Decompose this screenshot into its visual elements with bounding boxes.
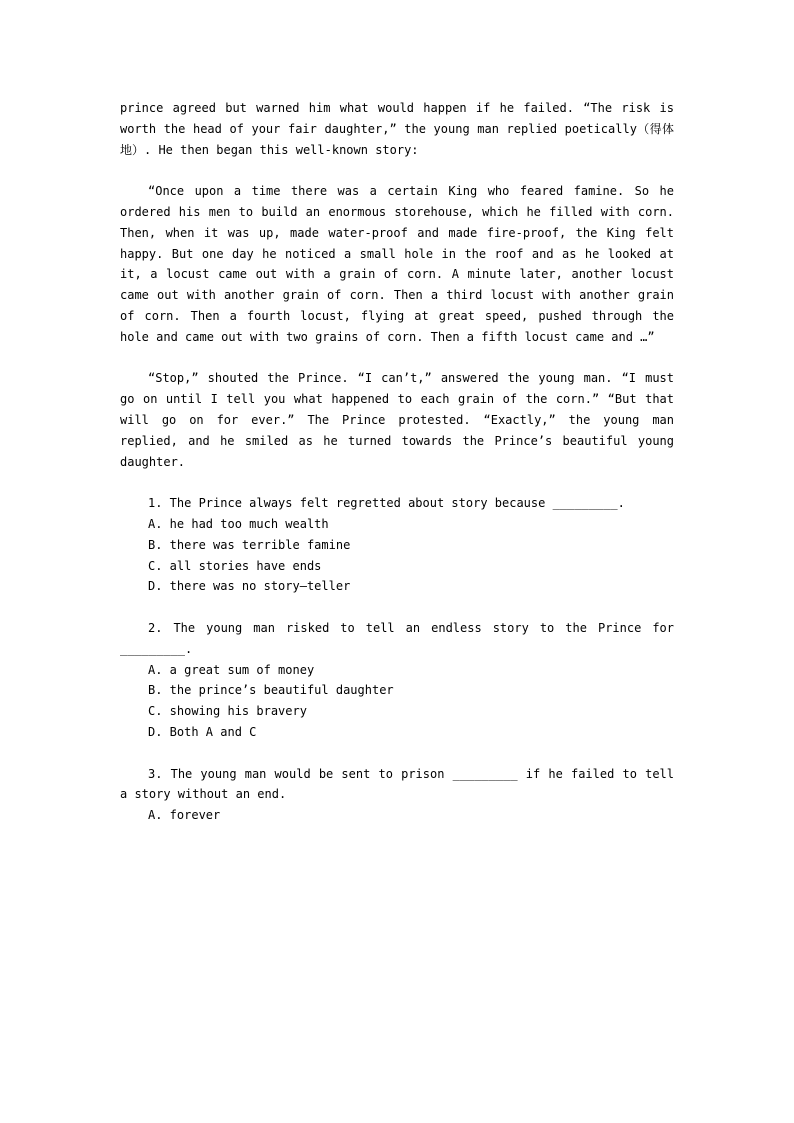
passage-paragraph-2: “Once upon a time there was a certain King who feared famine. So he ordered his men to build an enormous storehouse, which he filled with corn. Then, when it was up, made water-proof and made fire-proof, the King felt happy. But one day he noticed a small hole in the roof and as he looked at it, a locust came out with a grain of corn. A minute later, another locust came out with another grain of corn. Then a third locust with another grain of corn. Then a fourth locust, flying at great speed, pushed through the hole and came out with two grains of corn. Then a fifth locust came and …”: [120, 184, 674, 344]
question-3-option-a: A. forever: [148, 808, 221, 823]
passage-paragraph-3: “Stop,” shouted the Prince. “I can’t,” answered the young man. “I must go on until I tell you what happened to each grain of the corn.” “But that will go on for ever.” The Prince protested. “Exactly,” the young man replied, and he smiled as he turned towards the Prince’s beautiful young daughter.: [120, 371, 674, 469]
passage-paragraph-1: prince agreed but warned him what would happen if he failed. “The risk is worth the head of your fair daughter,” the young man replied poetically（得体地）. He then began this well-known story:: [120, 101, 674, 157]
question-2-option-a: A. a great sum of money: [148, 662, 315, 677]
question-3-stem: 3. The young man would be sent to prison _________ if he failed to tell a story without an end.: [120, 766, 674, 802]
question-1-option-d: D. there was no story—teller: [148, 579, 351, 594]
question-1-option-a: A. he had too much wealth: [148, 516, 329, 531]
question-2-stem: 2. The young man risked to tell an endless story to the Prince for _________.: [120, 620, 674, 656]
question-1-stem: 1. The Prince always felt regretted about story because _________.: [148, 496, 625, 511]
question-2-option-b: B. the prince’s beautiful daughter: [148, 683, 394, 698]
document-content: [120, 98, 674, 826]
question-1-option-b: B. there was terrible famine: [148, 537, 351, 552]
question-1-option-c: C. all stories have ends: [148, 558, 322, 573]
question-2-option-d: D. Both A and C: [148, 724, 257, 739]
question-2-option-c: C. showing his bravery: [148, 704, 307, 719]
